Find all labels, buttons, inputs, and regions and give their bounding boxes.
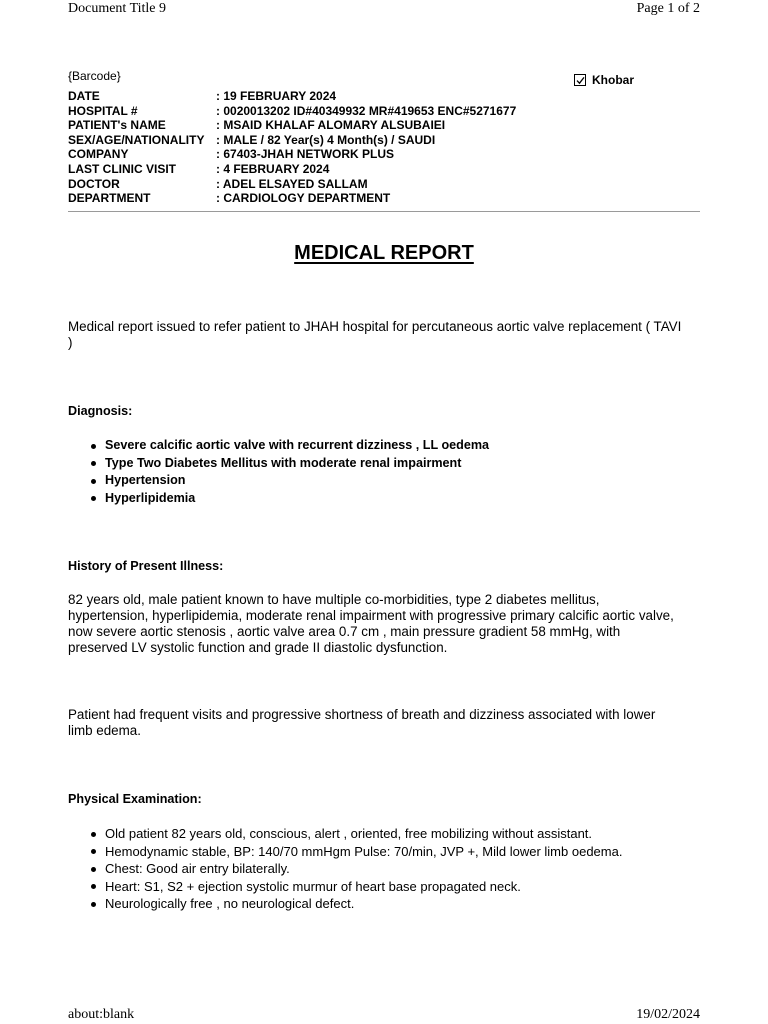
history-paragraph: 82 years old, male patient known to have multiple co-morbidities, type 2 diabetes mellitus, hypertension, hyperlipidemia, moderate renal impairment with progressive primary calcific aortic valve, now severe aortic stenosis , aortic valve area 0.7 cm , main pressure gradient 58 mmHg, with preserved LV systolic function and grade II diastolic dysfunction. (68, 592, 674, 655)
physical-exam-heading: Physical Examination: (68, 792, 202, 806)
info-label: DEPARTMENT (68, 191, 151, 206)
info-label: DOCTOR (68, 176, 120, 191)
list-item: Hyperlipidemia (68, 490, 708, 508)
info-row-last-clinic-visit (68, 162, 516, 177)
info-row-date (68, 89, 516, 104)
diagnosis-list (68, 437, 708, 507)
info-row-hospital-number (68, 104, 516, 119)
history-heading: History of Present Illness: (68, 559, 224, 573)
patient-info-table (68, 89, 516, 206)
info-row-department (68, 191, 516, 206)
info-label: DATE (68, 89, 100, 103)
info-value: : CARDIOLOGY DEPARTMENT (216, 191, 390, 206)
physical-exam-list (68, 825, 708, 913)
list-item: Hypertension (68, 472, 708, 490)
info-row-sex-age-nationality (68, 133, 516, 148)
report-title (0, 241, 768, 265)
branch-label: Khobar (592, 73, 634, 87)
print-date: 19/02/2024 (636, 1007, 700, 1022)
print-header (68, 1, 700, 17)
page-number: Page 1 of 2 (636, 1, 700, 16)
info-value: : MALE / 82 Year(s) 4 Month(s) / SAUDI (216, 133, 435, 148)
info-row-doctor (68, 177, 516, 192)
info-row-company (68, 147, 516, 162)
info-value: : 0020013202 ID#40349932 MR#419653 ENC#5271677 (216, 104, 516, 119)
history-paragraph-2: Patient had frequent visits and progressive shortness of breath and dizziness associated with lower limb edema. (68, 707, 656, 738)
info-value: : ADEL ELSAYED SALLAM (216, 177, 368, 192)
info-label: PATIENT's NAME (68, 118, 166, 133)
info-value: : 19 FEBRUARY 2024 (216, 89, 336, 104)
print-footer (68, 1007, 700, 1023)
info-row-patient-name (68, 118, 516, 133)
checkmark-icon (574, 74, 586, 86)
intro-paragraph: Medical report issued to refer patient to JHAH hospital for percutaneous aortic valve replacement ( TAVI ) (68, 319, 682, 350)
info-label: LAST CLINIC VISIT (68, 161, 176, 176)
page-url: about:blank (68, 1007, 135, 1022)
diagnosis-heading: Diagnosis: (68, 404, 133, 418)
list-item: Heart: S1, S2 + ejection systolic murmur of heart base propagated neck. (68, 878, 708, 896)
list-item: Hemodynamic stable, BP: 140/70 mmHgm Pulse: 70/min, JVP +, Mild lower limb oedema. (68, 843, 708, 861)
info-value: : 4 FEBRUARY 2024 (216, 162, 329, 177)
report-title-text: MEDICAL REPORT (294, 242, 474, 264)
list-item: Old patient 82 years old, conscious, alert , oriented, free mobilizing without assistant. (68, 825, 708, 843)
info-label: HOSPITAL # (68, 103, 138, 118)
info-label: COMPANY (68, 147, 129, 162)
info-value: : MSAID KHALAF ALOMARY ALSUBAIEI (216, 118, 445, 133)
list-item: Chest: Good air entry bilaterally. (68, 860, 708, 878)
info-value: : 67403-JHAH NETWORK PLUS (216, 147, 394, 162)
info-label: SEX/AGE/NATIONALITY (68, 132, 205, 147)
list-item: Neurologically free , no neurological defect. (68, 895, 708, 913)
document-title: Document Title 9 (68, 1, 167, 16)
barcode-placeholder: {Barcode} (68, 69, 121, 83)
header-divider (68, 211, 700, 212)
list-item: Severe calcific aortic valve with recurrent dizziness , LL oedema (68, 437, 708, 455)
list-item: Type Two Diabetes Mellitus with moderate renal impairment (68, 455, 708, 473)
branch-checkbox[interactable] (574, 73, 634, 87)
